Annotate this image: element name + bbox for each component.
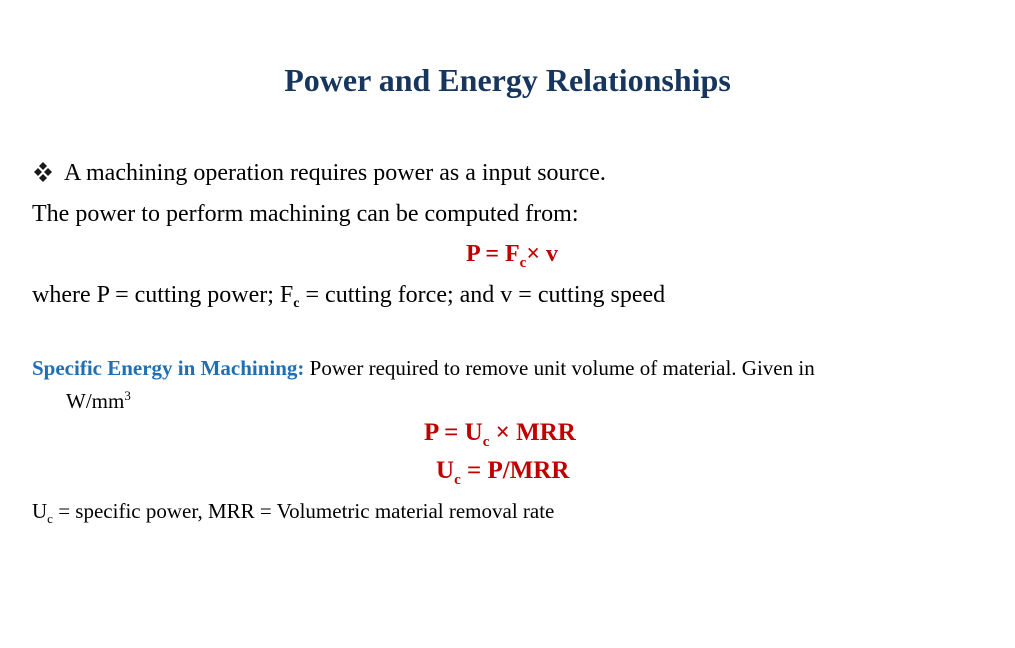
power-formula: $P = F_c\times v$ (466, 241, 559, 271)
power-formula-definitions: where P = cutting power; $F_c$ = cutting force; and v = cutting speed (32, 282, 666, 311)
specific-power-formula: $P = U_c$ × MRR (424, 419, 576, 450)
formula-legend: $U_c$ = specific power, MRR = Volumetric material removal rate (32, 499, 555, 526)
specific-energy-heading: Specific Energy in Machining: (32, 356, 305, 380)
bullet-text: A machining operation requires power as a input source. (64, 160, 606, 186)
specific-energy-formula: $U_c = P/MRR$ (436, 457, 570, 488)
slide-title: Power and Energy Relationships (284, 62, 731, 98)
specific-energy-paragraph: Specific Energy in Machining: Power required to remove unit volume of material. Given in (32, 356, 815, 380)
specific-energy-unit: $W/mm^3$ (66, 388, 131, 413)
bullet-item (32, 159, 606, 187)
body-text-line: The power to perform machining can be computed from: (32, 201, 579, 227)
diamond-bullet-icon (32, 161, 54, 181)
